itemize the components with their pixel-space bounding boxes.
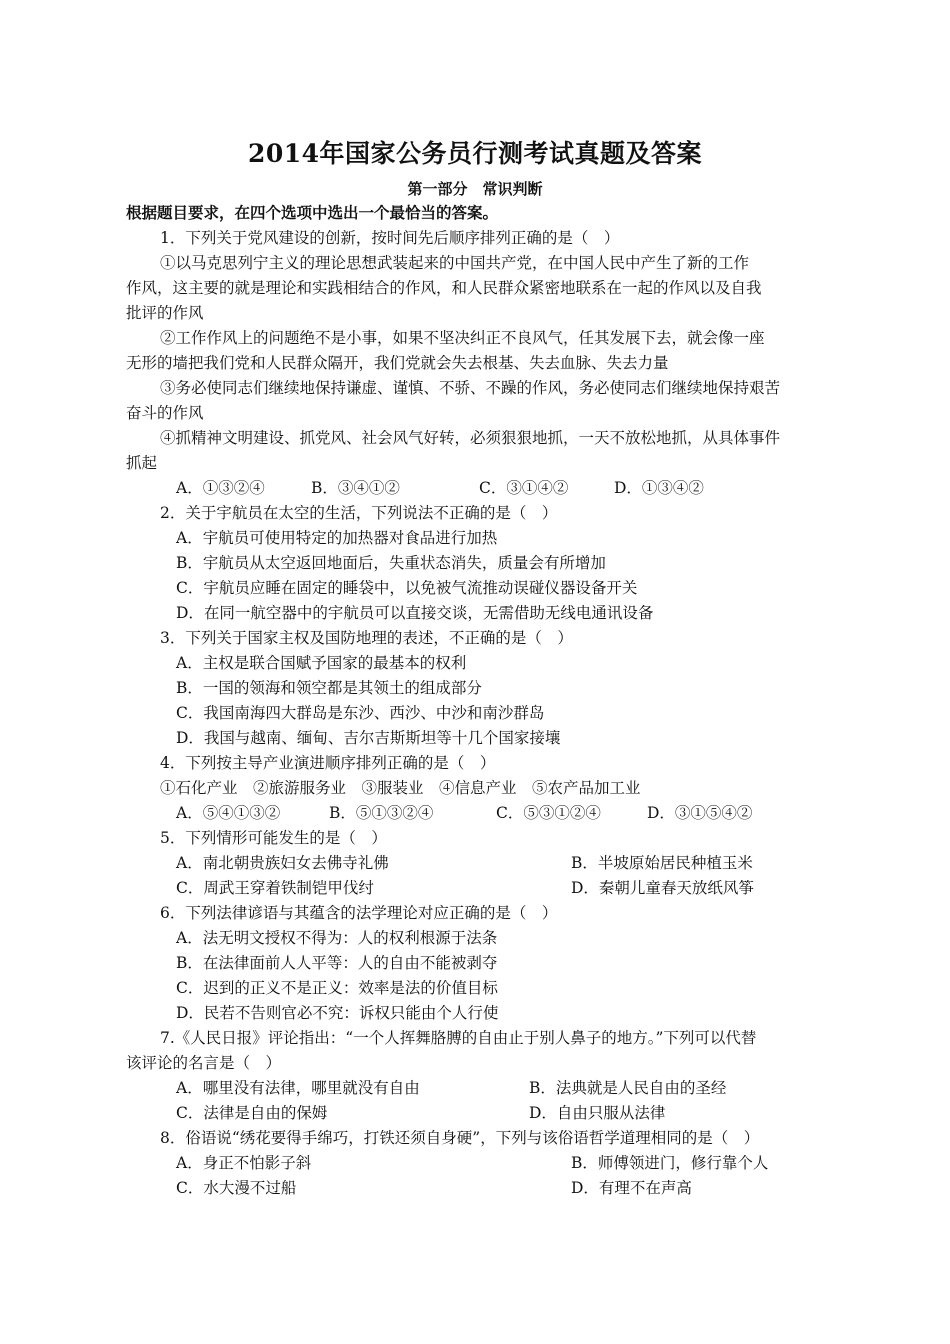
question-1-statement-2-cont: 无形的墙把我们党和人民群众隔开，我们党就会失去根基、失去血脉、失去力量 [126,354,669,372]
question-4-option-a: A．⑤④①③② [176,804,281,822]
question-4-option-b: B．⑤①③②④ [329,804,434,822]
question-3-option-d: D．我国与越南、缅甸、吉尔吉斯斯坦等十几个国家接壤 [176,729,561,747]
question-7-option-c: C．法律是自由的保姆 [176,1104,328,1122]
question-7-stem: 7.《人民日报》评论指出：“一个人挥舞胳膊的自由止于别人鼻子的地方。”下列可以代替 [160,1029,757,1047]
question-8-option-b: B．师傅领进门，修行靠个人 [571,1154,769,1172]
question-2-option-a: A．宇航员可使用特定的加热器对食品进行加热 [176,529,498,547]
question-3-stem: 3．下列关于国家主权及国防地理的表述，不正确的是（ ） [160,629,573,647]
question-7-stem-cont: 该评论的名言是（ ） [126,1054,282,1072]
question-3-option-a: A．主权是联合国赋予国家的最基本的权利 [176,654,467,672]
question-6-stem: 6．下列法律谚语与其蕴含的法学理论对应正确的是（ ） [160,904,558,922]
question-4-items: ①石化产业 ②旅游服务业 ③服装业 ④信息产业 ⑤农产品加工业 [160,779,641,797]
question-5-option-b: B．半坡原始居民种植玉米 [571,854,753,872]
question-3-option-c: C．我国南海四大群岛是东沙、西沙、中沙和南沙群岛 [176,704,545,722]
question-2-stem: 2．关于宇航员在太空的生活，下列说法不正确的是（ ） [160,504,558,522]
question-5-stem: 5．下列情形可能发生的是（ ） [160,829,387,847]
question-1-option-a: A．①③②④ [176,479,265,497]
question-7-option-b: B．法典就是人民自由的圣经 [529,1079,727,1097]
question-1-statement-1-cont: 作风，这主要的就是理论和实践相结合的作风，和人民群众紧密地联系在一起的作风以及自我 [126,279,762,297]
question-2-option-c: C．宇航员应睡在固定的睡袋中，以免被气流推动误碰仪器设备开关 [176,579,638,597]
question-6-option-d: D．民若不告则官必不究：诉权只能由个人行使 [176,1004,499,1022]
question-1-stem: 1．下列关于党风建设的创新，按时间先后顺序排列正确的是（ ） [160,229,620,247]
question-6-option-b: B．在法律面前人人平等：人的自由不能被剥夺 [176,954,498,972]
question-2-option-d: D．在同一航空器中的宇航员可以直接交谈，无需借助无线电通讯设备 [176,604,654,622]
question-4-stem: 4．下列按主导产业演进顺序排列正确的是（ ） [160,754,496,772]
question-1-statement-4: ④抓精神文明建设、抓党风、社会风气好转，必须狠狠地抓，一天不放松地抓，从具体事件 [160,429,781,447]
question-2-option-b: B．宇航员从太空返回地面后，失重状态消失，质量会有所增加 [176,554,606,572]
question-8-option-d: D．有理不在声高 [571,1179,692,1197]
question-7-option-a: A．哪里没有法律，哪里就没有自由 [176,1079,420,1097]
question-1-statement-2: ②工作作风上的问题绝不是小事，如果不坚决纠正不良风气，任其发展下去，就会像一座 [160,329,765,347]
question-4-option-c: C．⑤③①②④ [496,804,601,822]
question-4-option-d: D．③①⑤④② [647,804,753,822]
question-1-statement-1: ①以马克思列宁主义的理论思想武装起来的中国共产党，在中国人民中产生了新的工作 [160,254,750,272]
question-5-option-c: C．周武王穿着铁制铠甲伐纣 [176,879,374,897]
question-6-option-c: C．迟到的正义不是正义：效率是法的价值目标 [176,979,498,997]
question-1-statement-3: ③务必使同志们继续地保持谦虚、谨慎、不骄、不躁的作风，务必使同志们继续地保持艰苦 [160,379,781,397]
question-5-option-a: A．南北朝贵族妇女去佛寺礼佛 [176,854,389,872]
question-1-option-c: C．③①④② [479,479,569,497]
question-1-statement-4-cont: 抓起 [126,454,158,472]
question-3-option-b: B．一国的领海和领空都是其领土的组成部分 [176,679,482,697]
question-5-option-d: D．秦朝儿童春天放纸风筝 [571,879,754,897]
question-8-option-a: A．身正不怕影子斜 [176,1154,312,1172]
question-7-option-d: D．自由只服从法律 [529,1104,666,1122]
section-heading: 第一部分 常识判断 [407,180,543,198]
question-1-option-b: B．③④①② [311,479,400,497]
question-8-stem: 8．俗语说“绣花要得手绵巧，打铁还须自身硬”，下列与该俗语哲学道理相同的是（ ） [160,1129,760,1147]
question-8-option-c: C．水大漫不过船 [176,1179,297,1197]
question-1-statement-1-end: 批评的作风 [126,304,204,322]
page-title: 2014年国家公务员行测考试真题及答案 [247,139,703,168]
question-6-option-a: A．法无明文授权不得为：人的权利根源于法条 [176,929,498,947]
instruction: 根据题目要求，在四个选项中选出一个最恰当的答案。 [126,203,499,222]
question-1-option-d: D．①③④② [614,479,704,497]
question-1-statement-3-cont: 奋斗的作风 [126,404,204,422]
